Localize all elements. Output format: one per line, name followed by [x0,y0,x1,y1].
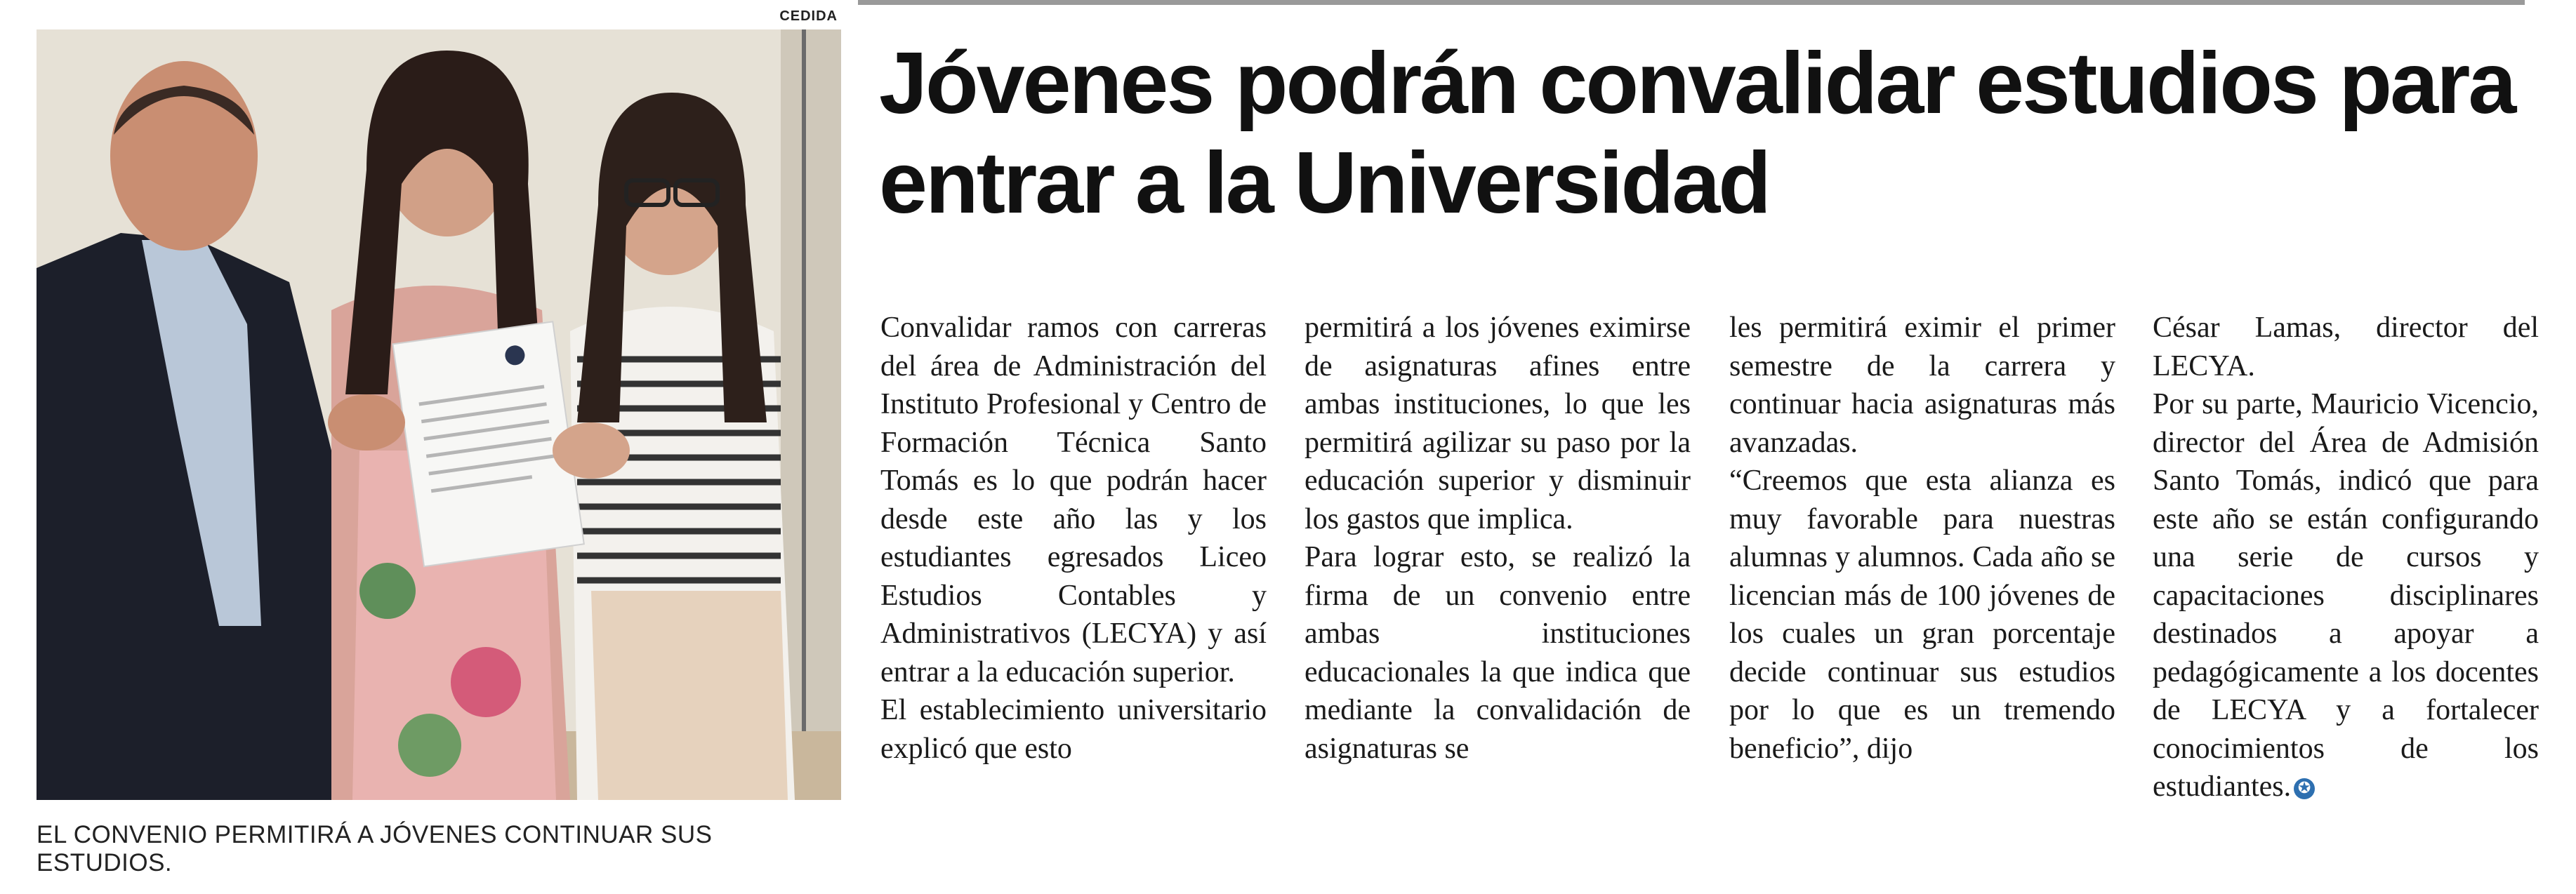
paragraph: El establecimiento universitario explicó que esto [880,694,1267,765]
article-column-1 [880,309,1267,768]
article-body [880,309,2539,884]
photo-caption: EL CONVENIO PERMITIRÁ A JÓVENES CONTINUAR SUS ESTUDIOS. [37,821,713,876]
paragraph: César Lamas, director del LECYA. [2153,312,2539,382]
paragraph: Para lograr esto, se realizó la firma de un convenio entre ambas instituciones educacionales la que indica que mediante la convalidación de asignaturas se [1304,541,1691,765]
paragraph: Por su parte, Mauricio Vicencio, director del Área de Admisión Santo Tomás, indicó que para este año se están configurando una serie de cursos y capacitaciones disciplinares destinados a apoyar a pedagógicamente a los docentes de LECYA y a fortalecer conocimientos de los estudiantes. [2153,388,2539,803]
paragraph: les permitirá eximir el primer semestre de la carrera y continuar hacia asignaturas más avanzadas. [1729,312,2115,459]
end-of-article-icon: ✪ [2294,778,2315,799]
article-column-3 [1729,309,2115,768]
headline: Jóvenes podrán convalidar estudios para entrar a la Universidad [879,35,2515,232]
top-rule [858,0,2525,5]
article-photo [37,29,841,800]
photo-credit: CEDIDA [779,8,838,24]
article-column-4 [2153,309,2539,806]
paragraph: “Creemos que esta alianza es muy favorable para nuestras alumnas y alumnos. Cada año se licencian más de 100 jóvenes de los cuales un gran porcentaje decide continuar sus estudios por lo que es un tremendo beneficio”, dijo [1729,465,2115,765]
paragraph: Convalidar ramos con carreras del área de Administración del Instituto Profesional y Centro de Formación Técnica Santo Tomás es lo que podrán hacer desde este año las y los estudiantes egresados Liceo Estudios Contables y Administrativos (LECYA) y así entrar a la educación superior. [880,312,1267,688]
paragraph: permitirá a los jóvenes eximirse de asignaturas afines entre ambas instituciones, lo que les permitirá agilizar su paso por la educación superior y disminuir los gastos que implica. [1304,312,1691,535]
article-column-2 [1304,309,1691,768]
